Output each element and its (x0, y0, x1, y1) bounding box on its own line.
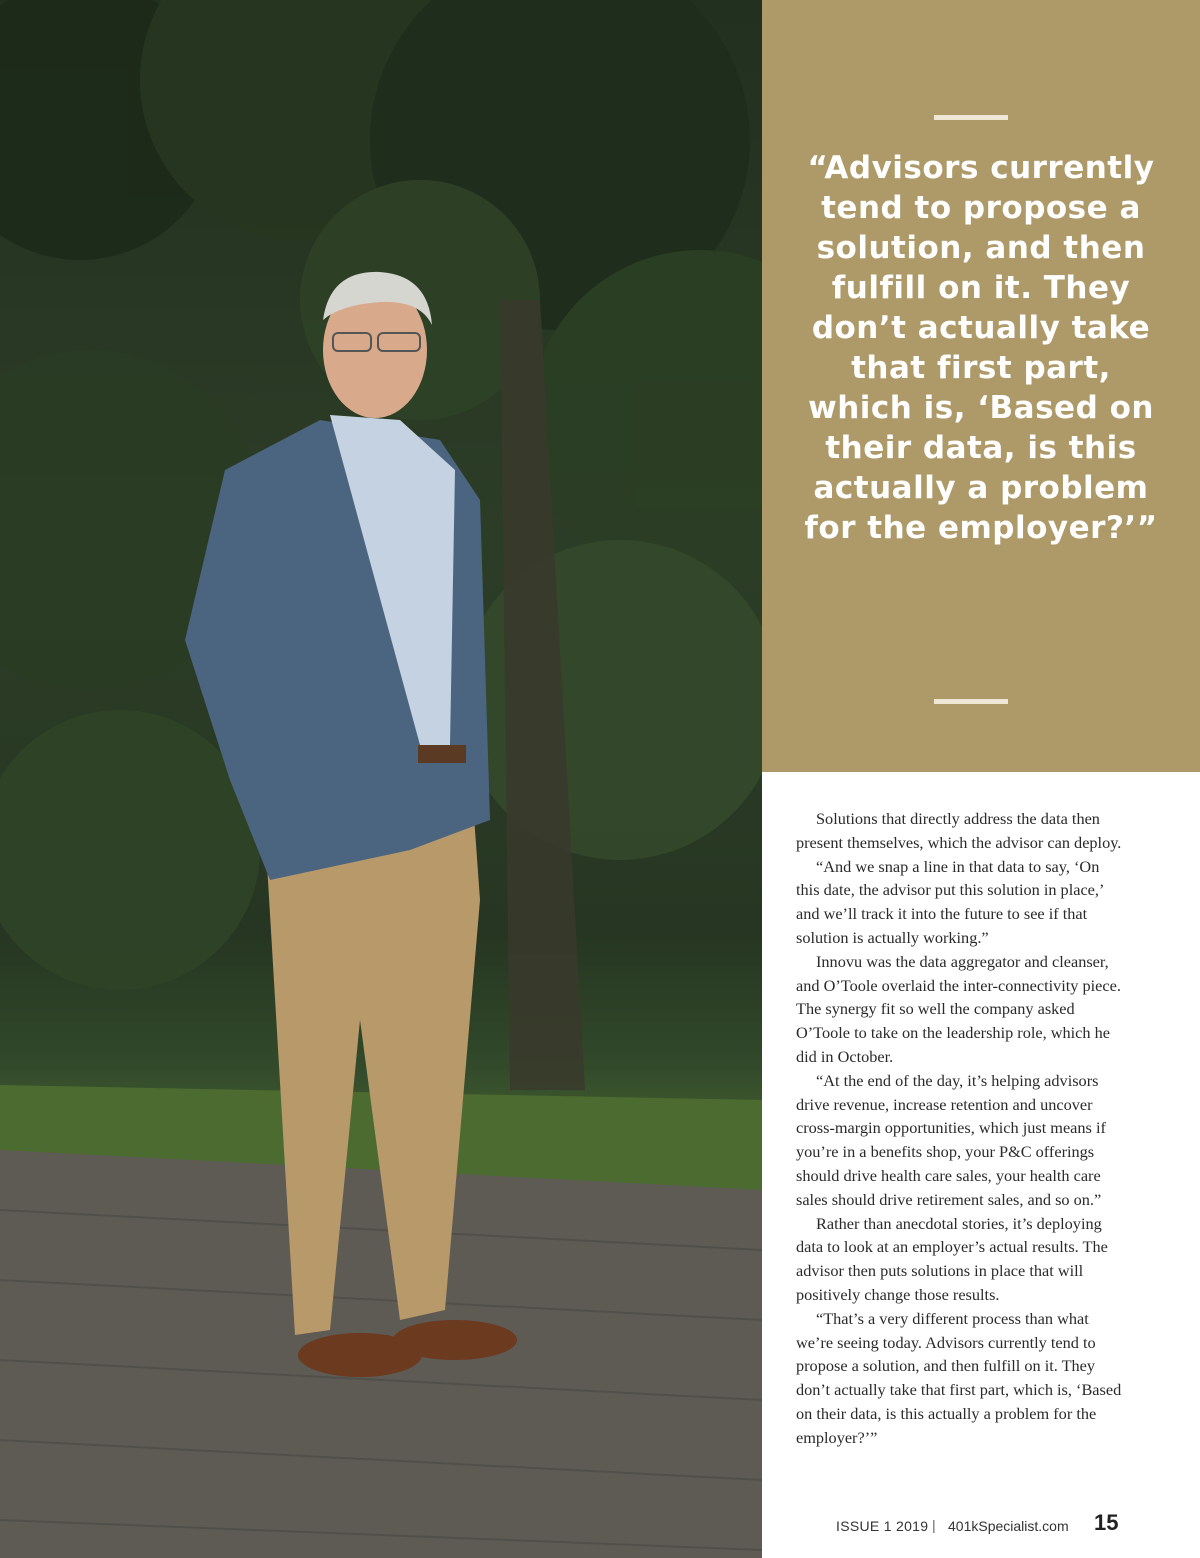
article-paragraph: Solutions that directly address the data then present themselves, which the advisor can deploy. (796, 809, 1122, 852)
article-paragraph: “At the end of the day, it’s helping advisors drive revenue, increase retention and uncover cross-margin opportunities, which just means if you’re in a benefits shop, your P&C offerings should drive health care sales, your health care sales should drive retirement sales, and so on.” (796, 1070, 1106, 1209)
article-paragraph: “That’s a very different process than what we’re seeing today. Advisors currently tend to propose a solution, and then fulfill on it. They don’t actually take that first part, which is, ‘Based on their data, is this actually a problem for the employer?’” (796, 1308, 1122, 1447)
website-link[interactable]: 401kSpecialist.com (948, 1518, 1069, 1534)
page-footer (836, 1510, 1126, 1540)
article-paragraph: Rather than anecdotal stories, it’s deploying data to look at an employer’s actual results. The advisor then puts solutions in place that will positively change those results. (796, 1213, 1108, 1304)
article-body (796, 807, 1122, 1450)
quote-top-rule (934, 115, 1008, 120)
issue-label: ISSUE 1 2019 (836, 1518, 929, 1534)
footer-separator: | (932, 1517, 936, 1533)
article-paragraph: Innovu was the data aggregator and cleanser, and O’Toole overlaid the inter-connectivity piece. The synergy fit so well the company asked O’Toole to take on the leadership role, which he did in October. (796, 951, 1121, 1066)
pull-quote: “Advisors currently tend to propose a solution, and then fulfill on it. They don’t actually take that first part, which is, ‘Based on their data, is this actually a problem for the employer?’” (804, 150, 1158, 546)
page-number: 15 (1094, 1510, 1119, 1535)
pull-quote-panel (762, 0, 1200, 772)
quote-bottom-rule (934, 699, 1008, 704)
article-paragraph: “And we snap a line in that data to say, ‘On this date, the advisor put this solution in place,’ and we’ll track it into the future to see if that solution is actually working.” (796, 856, 1104, 947)
